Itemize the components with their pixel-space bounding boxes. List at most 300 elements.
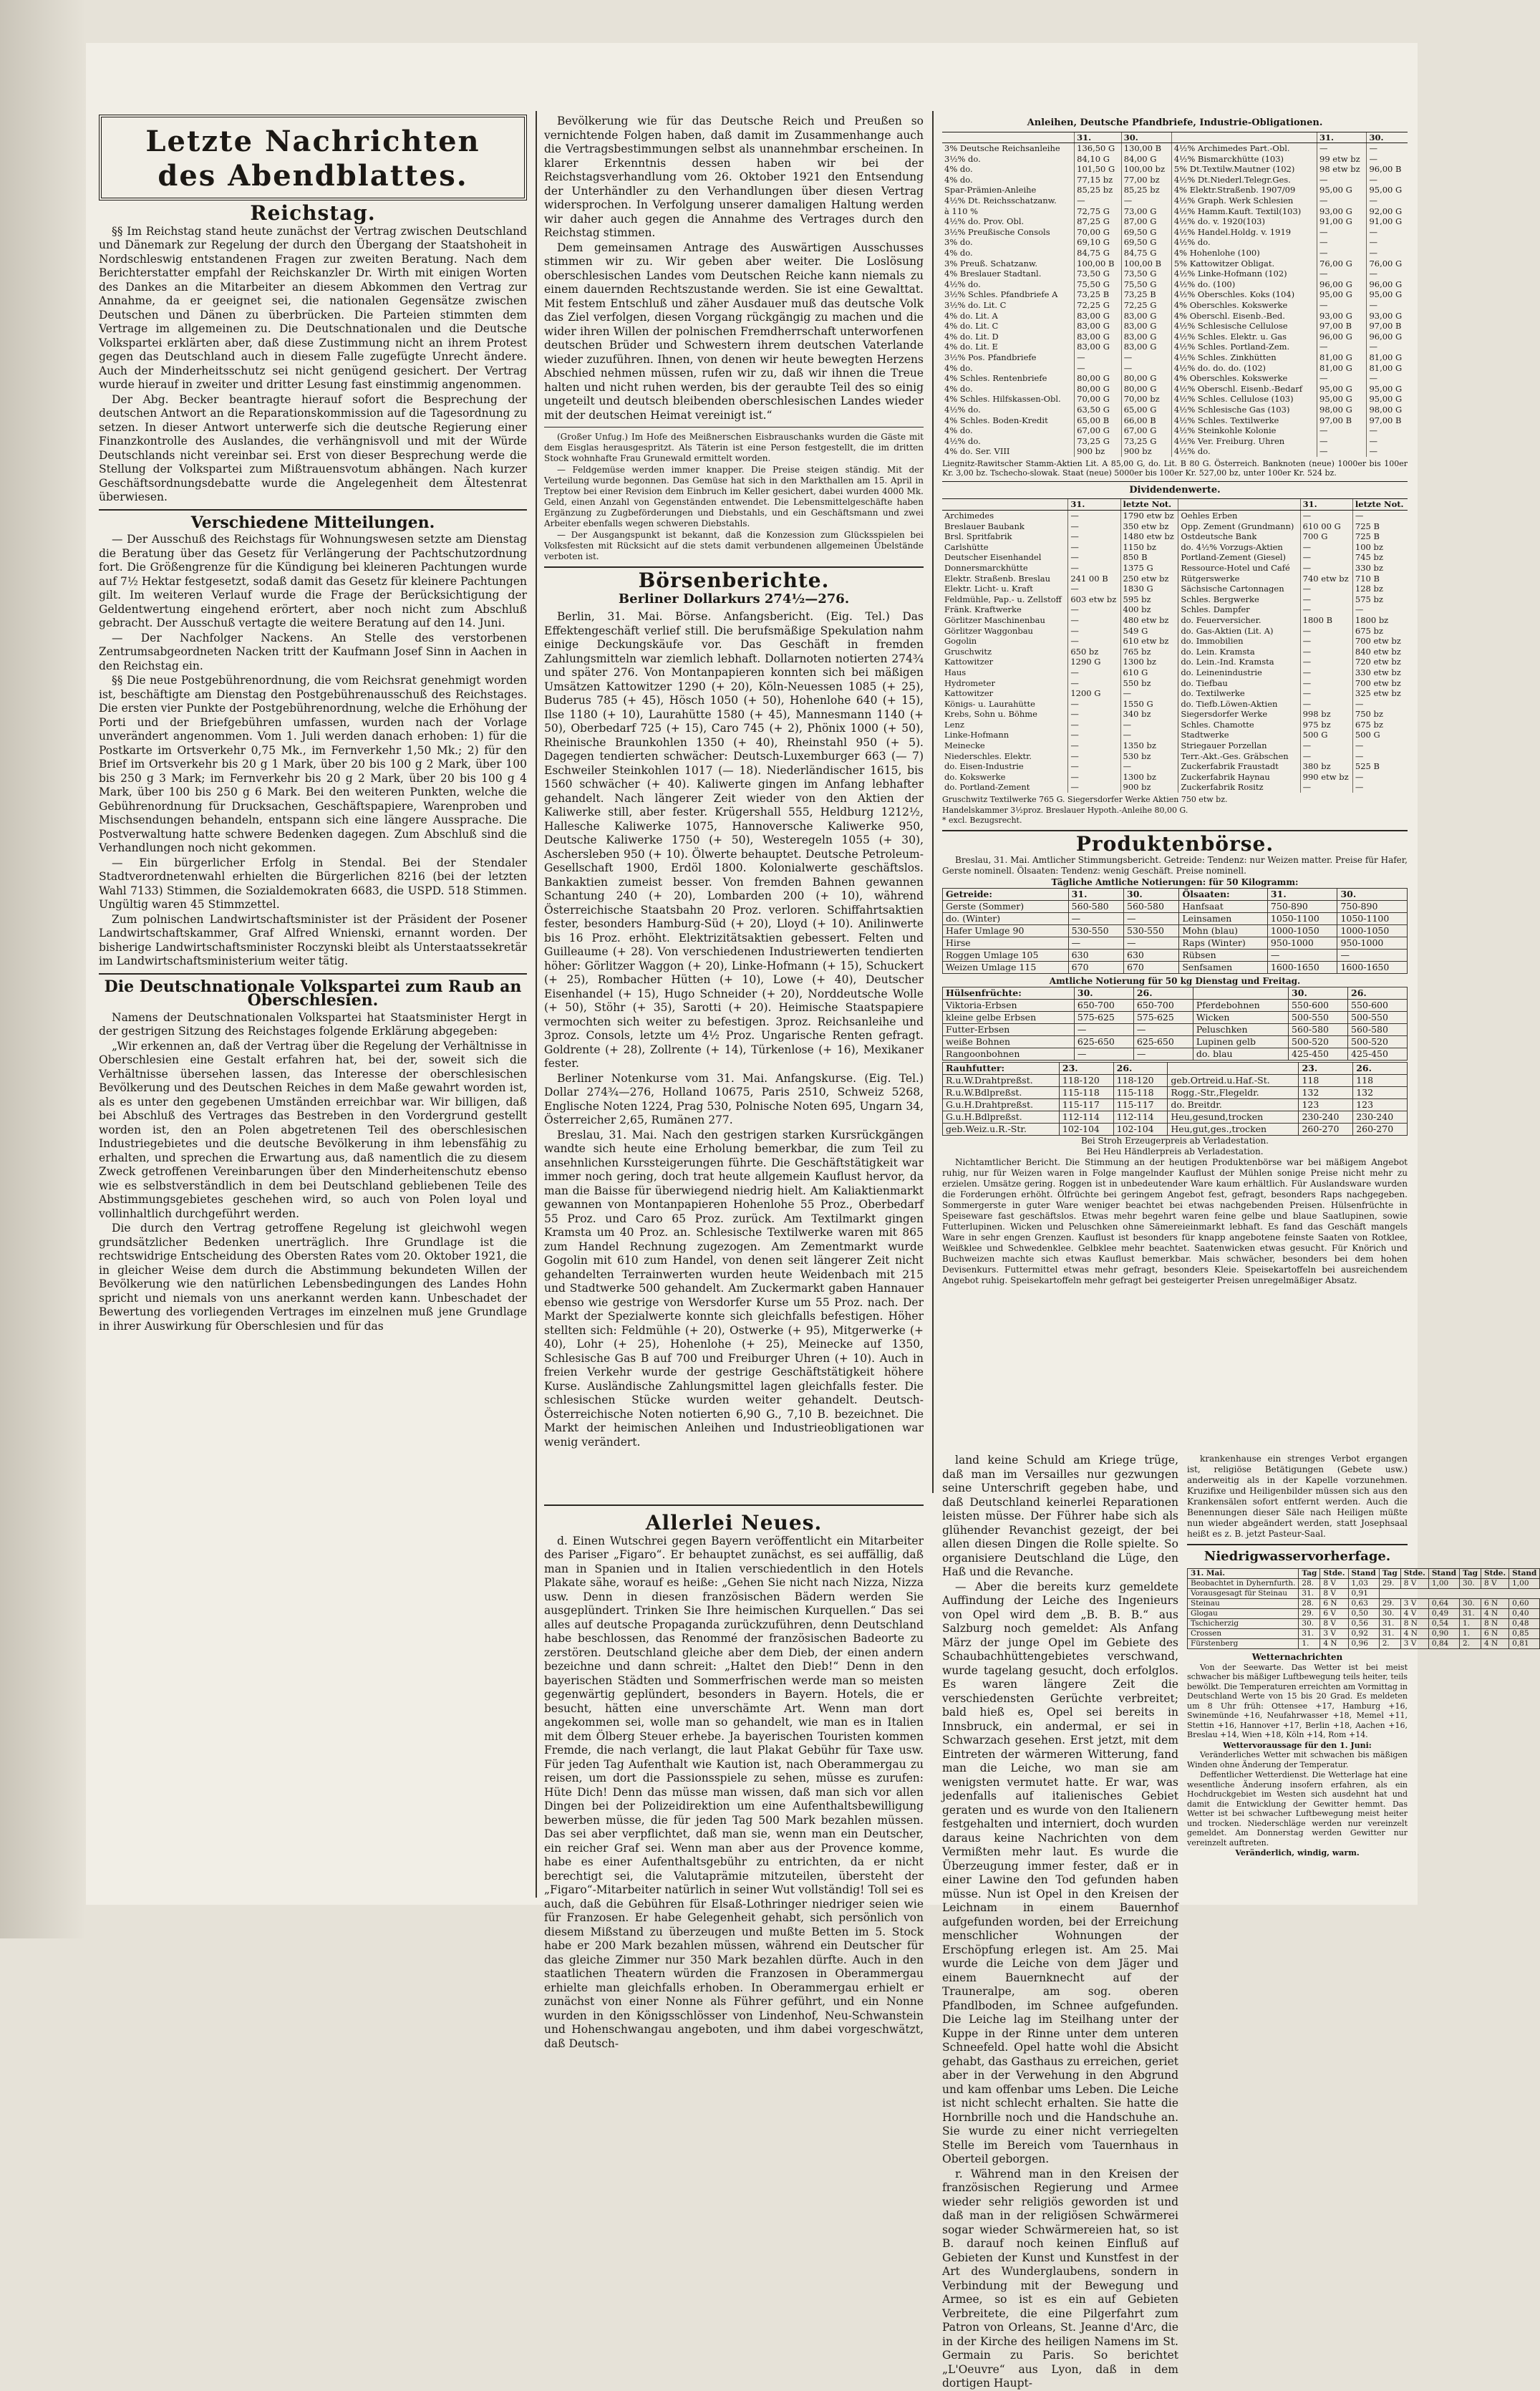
anleihen-cell: 4½% Schlesische Cellulose bbox=[1171, 321, 1317, 332]
grain-cell: Roggen Umlage 105 bbox=[943, 950, 1069, 962]
dividend-cell: Breslauer Baubank bbox=[944, 521, 1025, 531]
dividend-cell: 745 bz bbox=[1352, 552, 1408, 563]
anleihen-cell: 4% Elektr.Straßenb. 1907/09 bbox=[1171, 185, 1317, 195]
feed-cell: G.u.H.Drahtpreßst. bbox=[943, 1099, 1060, 1111]
dividend-row bbox=[942, 604, 1408, 615]
dividend-cell: — bbox=[1120, 761, 1178, 772]
dividend-cell: 128 bz bbox=[1352, 584, 1408, 594]
dividend-cell: 549 G bbox=[1120, 626, 1178, 637]
dividend-row bbox=[942, 521, 1408, 532]
dividend-cell: 1150 bz bbox=[1120, 542, 1178, 553]
anleihen-cell: 4% do. Lit. C bbox=[944, 321, 999, 332]
legume-cell: Pferdebohnen bbox=[1193, 1000, 1288, 1012]
dividend-cell: — bbox=[1300, 667, 1352, 678]
water-cell: 3 V bbox=[1400, 1598, 1428, 1608]
anleihen-cell: — bbox=[1075, 363, 1122, 374]
anleihen-column-header bbox=[1171, 132, 1317, 143]
feed-column-header: 26. bbox=[1353, 1063, 1408, 1075]
dividend-cell: Terr.-Akt.-Ges. Gräbschen bbox=[1178, 751, 1300, 762]
legume-cell: Futter-Erbsen bbox=[943, 1024, 1075, 1036]
column-right bbox=[942, 115, 1408, 1446]
water-cell: 0,91 bbox=[1348, 1588, 1379, 1598]
dividend-cell: Rütgerswerke bbox=[1178, 574, 1300, 584]
header-line-2: des Abendblattes. bbox=[158, 159, 468, 193]
anleihen-cell: 80,00 G bbox=[1075, 384, 1122, 395]
dividend-cell: 1550 G bbox=[1120, 699, 1178, 710]
allerlei-left bbox=[99, 1561, 527, 1898]
feed-cell: 115-118 bbox=[1113, 1087, 1168, 1099]
allerlei-paragraph: r. Während man in den Kreisen der französischen Regierung und Armee wieder sehr religiös geworden ist und daß man in der religiösen Schwärmerei sogar wieder Schwärmereien hat, so ist B. darauf noch keinen Einfluß auf Gebieten der Kunst und Kunstfest in der Art des Wunderglaubens, sondern in Verbindung mit der Bewegung und Armee, so ist es ein auf Gebieten Verbreitete, die eine Pilgerfahrt zum Patron von Orleans, St. Jeanne d'Arc, die in der Kirche des heiligen Namens im St. Germain zu Paris. So berichtet „L'Oeuvre“ aus Lyon, daß in dem dortigen Haupt- bbox=[942, 2167, 1178, 2390]
dividend-cell: Hydrometer bbox=[944, 677, 995, 688]
allerlei-paragraph: krankenhause ein strenges Verbot ergangen ist, religiöse Betätigungen (Gebete usw.) anderweitig als in der Kapelle vorzunehmen. Kruzifixe und Heiligenbilder müssen sich aus den Krankensälen sofort entfernt werden. Auch die Benennungen dieser Säle nach Heiligen müßte nun wieder abgeändert werden, statt Josephsaal heißt es z. B. jetzt Pasteur-Saal. bbox=[1187, 1454, 1408, 1539]
anleihen-cell: 76,00 G bbox=[1367, 259, 1408, 269]
dividend-cell: — bbox=[1352, 740, 1408, 751]
feed-cell: Heu,gut,ges.,trocken bbox=[1168, 1124, 1299, 1136]
grain-cell: Leinsamen bbox=[1179, 913, 1268, 925]
dividend-cell: Oehles Erben bbox=[1178, 511, 1300, 521]
grain-row bbox=[943, 901, 1408, 913]
water-place: Tschicherzig bbox=[1188, 1618, 1299, 1628]
dividend-cell: 700 etw bz bbox=[1352, 636, 1408, 647]
grain-cell: 670 bbox=[1068, 962, 1123, 974]
anleihen-cell: 100,00 bz bbox=[1121, 164, 1171, 175]
water-cell: 4 N bbox=[1481, 1608, 1509, 1618]
local-note: — Der Ausgangspunkt ist bekannt, daß die Konzession zum Glücksspielen bei Volksfesten mit Rücksicht auf die stets damit verbundenen allgemeinen Übelstände verboten ist. bbox=[544, 530, 924, 561]
anleihen-cell: 97,00 B bbox=[1367, 321, 1408, 332]
anleihen-cell: 95,00 G bbox=[1317, 185, 1367, 195]
feed-cell: 118 bbox=[1299, 1075, 1353, 1087]
grain-cell: 560-580 bbox=[1068, 901, 1123, 913]
dividend-cell: 700 etw bz bbox=[1352, 678, 1408, 689]
grain-column-header: 31. bbox=[1068, 889, 1123, 901]
grain-cell: 950-1000 bbox=[1267, 937, 1337, 950]
dividend-cell: Elektr. Licht- u. Kraft bbox=[944, 584, 1033, 594]
dividend-cell: 1480 etw bz bbox=[1120, 531, 1178, 542]
grain-column-header: Getreide: bbox=[943, 889, 1069, 901]
anleihen-heading: Anleihen, Deutsche Pfandbriefe, Industrie-Obligationen. bbox=[942, 115, 1408, 132]
water-cell: 0,56 bbox=[1348, 1618, 1379, 1628]
anleihen-cell: 3½% Schles. Pfandbriefe A bbox=[944, 289, 1058, 300]
water-cell: 8 V bbox=[1400, 1578, 1428, 1588]
dividend-row bbox=[942, 626, 1408, 637]
water-cell: 6 N bbox=[1481, 1598, 1509, 1608]
dividend-table bbox=[942, 499, 1408, 793]
anleihen-cell: 4% Schles. Hilfskassen-Obl. bbox=[944, 394, 1061, 405]
dividend-cell: 840 etw bz bbox=[1352, 647, 1408, 657]
anleihen-row bbox=[942, 446, 1408, 457]
anleihen-cell: 4% do. bbox=[944, 248, 973, 259]
dividend-column-header bbox=[942, 499, 1068, 510]
anleihen-cell: 4½% Oberschles. Koks (104) bbox=[1171, 289, 1317, 300]
feed-table bbox=[942, 1062, 1408, 1136]
anleihen-cell: 83,00 G bbox=[1121, 321, 1171, 332]
grain-cell: Hanfsaat bbox=[1179, 901, 1268, 913]
dividend-cell: Niederschles. Elektr. bbox=[944, 750, 1032, 761]
water-cell: 3 V bbox=[1320, 1628, 1348, 1638]
water-cell: 0,64 bbox=[1428, 1598, 1459, 1608]
anleihen-cell: 81,00 G bbox=[1367, 363, 1408, 374]
dividend-cell: — bbox=[1068, 751, 1120, 762]
dividend-cell: — bbox=[1300, 647, 1352, 657]
feed-cell: 115-117 bbox=[1059, 1099, 1113, 1111]
anleihen-cell: — bbox=[1367, 425, 1408, 436]
dividend-cell: 500 G bbox=[1352, 730, 1408, 740]
anleihen-cell: 65,00 B bbox=[1075, 415, 1122, 426]
anleihen-cell: 84,00 G bbox=[1121, 154, 1171, 165]
anleihen-cell: 73,00 G bbox=[1121, 206, 1171, 217]
dividend-cell: — bbox=[1068, 709, 1120, 720]
grain-column-header: Ölsaaten: bbox=[1179, 889, 1268, 901]
anleihen-cell: 81,00 G bbox=[1367, 352, 1408, 363]
water-column-header: Stand bbox=[1428, 1568, 1459, 1578]
water-cell: 8 V bbox=[1320, 1578, 1348, 1588]
dividend-row bbox=[942, 511, 1408, 521]
dividend-cell: 740 etw bz bbox=[1300, 574, 1352, 584]
anleihen-cell: 4% do. bbox=[944, 174, 973, 185]
dividend-cell: Striegauer Porzellan bbox=[1178, 740, 1300, 751]
dollar-rate: Berliner Dollarkurs 274½—276. bbox=[618, 591, 850, 607]
water-cell: 30. bbox=[1299, 1618, 1320, 1628]
dividend-cell: — bbox=[1068, 511, 1120, 521]
dividend-cell: Elektr. Straßenb. Breslau bbox=[944, 573, 1051, 584]
water-cell: 1,00 bbox=[1428, 1578, 1459, 1588]
dividend-cell: Königs- u. Laurahütte bbox=[944, 698, 1035, 709]
water-cell: 0,81 bbox=[1509, 1638, 1540, 1648]
feed-cell: Rogg.-Str.,Flegeldr. bbox=[1168, 1087, 1299, 1099]
anleihen-cell: 4½% do. bbox=[1171, 237, 1317, 248]
feed-cell: geb.Ortreid.u.Haf.-St. bbox=[1168, 1075, 1299, 1087]
water-cell: 30. bbox=[1379, 1608, 1400, 1618]
water-column-header: Stand bbox=[1509, 1568, 1540, 1578]
anleihen-cell: 95,00 G bbox=[1367, 384, 1408, 395]
feed-column-header: 23. bbox=[1299, 1063, 1353, 1075]
legume-cell: 560-580 bbox=[1348, 1024, 1408, 1036]
water-column-header: Tag bbox=[1299, 1568, 1320, 1578]
anleihen-cell: 4½% Graph. Werk Schlesien bbox=[1171, 195, 1317, 206]
grain-cell: Raps (Winter) bbox=[1179, 937, 1268, 950]
dividend-row bbox=[942, 688, 1408, 699]
dividend-column-header: letzte Not. bbox=[1352, 499, 1408, 510]
dividend-cell: — bbox=[1300, 584, 1352, 594]
dividend-cell: 575 bz bbox=[1352, 594, 1408, 605]
legume-table bbox=[942, 987, 1408, 1061]
anleihen-cell: 96,00 G bbox=[1317, 332, 1367, 342]
water-cell: 0,40 bbox=[1509, 1608, 1540, 1618]
column-middle bbox=[544, 115, 924, 1497]
dividend-cell: 610 00 G bbox=[1300, 521, 1352, 532]
water-cell: 1,03 bbox=[1348, 1578, 1379, 1588]
boerse-heading: Börsenberichte. bbox=[638, 569, 830, 592]
anleihen-cell: 100,00 B bbox=[1075, 259, 1122, 269]
dividend-cell: — bbox=[1300, 657, 1352, 667]
dividend-cell: do. Feuerversicher. bbox=[1178, 615, 1300, 626]
dividend-row bbox=[942, 584, 1408, 594]
grain-cell: — bbox=[1068, 913, 1123, 925]
anleihen-cell: 4½% Dt. Reichsschatzanw. bbox=[944, 195, 1057, 206]
weather-summary: Veränderlich, windig, warm. bbox=[1235, 1848, 1360, 1858]
dividend-cell: — bbox=[1068, 636, 1120, 647]
dividend-row bbox=[942, 720, 1408, 730]
dnvp-paragraph: „Wir erkennen an, daß der Vertrag über die Regelung der Verhältnisse in Oberschlesien eine Gestalt erfahren hat, bei der, soweit sich die Verhältnisse übersehen lassen, das Interesse der oberschlesischen Bevölkerung und des Deutschen Reiches in dem Maße gewahrt worden ist, als es unter den gegebenen Umständen erreichbar war. Wir billigen, daß bei Abschluß des Vertrages das Bestreben in den Vordergrund gestellt worden ist, den an Polen abgetretenen Teil des oberschlesischen Industriegebietes und die deutsche Bevölkerung in ihm lebensfähig zu erhalten, und sprechen die Erwartung aus, daß namentlich die zu diesem Zweck getroffenen Vereinbarungen über den Minderheitenschutz ebenso wie es selbstverständlich in dem bei Deutschland gebliebenen Teile des Abstimmungsgebietes geschehen wird, so auch von Polen loyal und vollinhaltlich durchgeführt werden. bbox=[99, 1039, 527, 1220]
allerlei-middle bbox=[942, 1454, 1178, 2390]
water-forecast-row bbox=[1188, 1638, 1540, 1648]
anleihen-cell: Spar-Prämien-Anleihe bbox=[944, 185, 1037, 195]
dividend-cell: 595 bz bbox=[1120, 594, 1178, 605]
grain-cell: 1050-1100 bbox=[1267, 913, 1337, 925]
grain-cell: 950-1000 bbox=[1337, 937, 1408, 950]
dividend-cell: 350 etw bz bbox=[1120, 521, 1178, 532]
dividend-cell: Linke-Hofmann bbox=[944, 730, 1009, 740]
legume-column-header: 26. bbox=[1348, 987, 1408, 1000]
dividend-cell: Siegersdorfer Werke bbox=[1178, 709, 1300, 720]
legume-column-header: 30. bbox=[1074, 987, 1133, 1000]
anleihen-cell: 97,00 B bbox=[1317, 415, 1367, 426]
dividend-cell: — bbox=[1300, 699, 1352, 710]
dividend-cell: Ressource-Hotel und Café bbox=[1178, 563, 1300, 574]
dividend-note: * excl. Bezugsrecht. bbox=[942, 816, 1022, 826]
anleihen-cell: 4% do. Lit. A bbox=[944, 310, 998, 321]
grain-cell: 1600-1650 bbox=[1337, 962, 1408, 974]
dnvp-heading: Die Deutschnationale Volkspartei zum Raub an Oberschlesien. bbox=[104, 977, 522, 1010]
anleihen-cell: 83,00 G bbox=[1121, 342, 1171, 352]
anleihen-cell: 4½% do. bbox=[944, 404, 981, 415]
grain-cell: 1600-1650 bbox=[1267, 962, 1337, 974]
anleihen-cell: 77,00 bz bbox=[1121, 175, 1171, 185]
water-heading: Niedrigwasservorherfage. bbox=[1204, 1549, 1391, 1564]
anleihen-note: Liegnitz-Rawitscher Stamm-Aktien Lit. A 85,00 G, do. Lit. B 80 G. Österreich. Banknoten (neue) 1000er bis 100er Kr. 3,00 bz. Tschecho-slowak. Staat (neue) 5000er bis 100er Kr. 527,00 bz, unter 100er Kr. 524 bz. bbox=[942, 458, 1408, 478]
dividend-cell: do. Eisen-Industrie bbox=[944, 761, 1024, 772]
anleihen-cell: 95,00 G bbox=[1367, 394, 1408, 405]
dividend-row bbox=[942, 531, 1408, 542]
anleihen-cell: 93,00 G bbox=[1317, 206, 1367, 217]
dividend-cell: — bbox=[1068, 615, 1120, 626]
dividend-cell: do. Kokswerke bbox=[944, 771, 1006, 782]
anleihen-cell: 4½% do. v. 1920(103) bbox=[1171, 216, 1317, 227]
feed-cell: 102-104 bbox=[1059, 1124, 1113, 1136]
dividend-cell: — bbox=[1068, 761, 1120, 772]
local-note: (Großer Unfug.) Im Hofe des Meißnerschen Eisbrauschanks wurden die Gäste mit dem Eisglas herausgespritzt. Als Täterin ist eine Person festgestellt, die im dritten Stock wohnhafte Frau Grunewald ermittelt worden. bbox=[544, 432, 924, 463]
dividend-cell: — bbox=[1300, 563, 1352, 574]
dividend-cell: do. Tiefbau bbox=[1178, 678, 1300, 689]
anleihen-row bbox=[942, 175, 1408, 185]
anleihen-column-header bbox=[942, 132, 1075, 143]
dividend-cell: — bbox=[1352, 511, 1408, 521]
anleihen-cell: 96,00 G bbox=[1367, 332, 1408, 342]
anleihen-cell: 4½% Linke-Hofmann (102) bbox=[1171, 269, 1317, 279]
anleihen-cell: — bbox=[1367, 342, 1408, 352]
anleihen-row bbox=[942, 248, 1408, 259]
dividend-cell: — bbox=[1300, 688, 1352, 699]
dnvp-continued-paragraph: Dem gemeinsamen Antrage des Auswärtigen Ausschusses stimmen wir zu. Wir geben aber weiter. Die Loslösung oberschlesischen Landes vom Deutschen Reiche kann niemals zu einem dauernden Rechtszustande werden. Sie ist eine Gewalttat. Mit festem Entschluß und zäher Ausdauer muß das deutsche Volk das Ziel verfolgen, diesen Vorgang rückgängig zu machen und die wider ihren Willen der polnischen Fremdherrschaft unterworfenen deutschen Brüder und Schwestern ihrem deutschen Vaterlande wieder zuzuführen. Ihnen, von denen wir heute bewegten Herzens Abschied nehmen müssen, rufen wir zu, daß wir ihnen die Treue halten und nicht ruhen werden, bis der geraubte Teil des so einig ungeteilt und deutsch bleibenden oberschlesischen Landes wieder mit der deutschen Heimat vereinigt ist.“ bbox=[544, 241, 924, 422]
anleihen-cell: 4% Schles. Boden-Kredit bbox=[944, 415, 1048, 425]
dividend-cell: — bbox=[1300, 604, 1352, 615]
feed-cell: 115-118 bbox=[1059, 1087, 1113, 1099]
anleihen-cell: 4% Hohenlohe (100) bbox=[1171, 248, 1317, 259]
dividend-cell: — bbox=[1068, 626, 1120, 637]
water-cell: 0,49 bbox=[1428, 1608, 1459, 1618]
grain-row bbox=[943, 937, 1408, 950]
anleihen-cell: 4½% do. Prov. Obl. bbox=[944, 216, 1025, 227]
water-cell: 31. bbox=[1460, 1608, 1481, 1618]
water-place: Steinau bbox=[1188, 1598, 1299, 1608]
anleihen-row bbox=[942, 195, 1408, 206]
anleihen-cell: 4% Schles. Rentenbriefe bbox=[944, 373, 1047, 384]
anleihen-cell: 70,00 bz bbox=[1121, 394, 1171, 405]
anleihen-table bbox=[942, 132, 1408, 457]
anleihen-cell: 95,00 G bbox=[1317, 289, 1367, 300]
feed-column-header: 26. bbox=[1113, 1063, 1168, 1075]
legume-cell: 575-625 bbox=[1074, 1012, 1133, 1024]
feed-cell: G.u.H.Bdlpreßst. bbox=[943, 1111, 1060, 1124]
dividend-cell: Schles. Chamotte bbox=[1178, 720, 1300, 730]
misc-heading: Verschiedene Mitteilungen. bbox=[190, 513, 435, 532]
water-cell: 1. bbox=[1299, 1638, 1320, 1648]
anleihen-cell: 95,00 G bbox=[1367, 185, 1408, 195]
grain-row bbox=[943, 925, 1408, 937]
newspaper-page bbox=[86, 43, 1537, 2390]
column-rule-2 bbox=[932, 111, 934, 1493]
water-cell: 8 N bbox=[1400, 1618, 1428, 1628]
dividend-cell: 325 etw bz bbox=[1352, 688, 1408, 699]
legume-column-header: 30. bbox=[1289, 987, 1348, 1000]
header-line-1: Letzte Nachrichten bbox=[145, 125, 480, 158]
dividend-cell: 725 B bbox=[1352, 521, 1408, 532]
dividend-cell: 603 etw bz bbox=[1068, 594, 1120, 605]
anleihen-cell: 84,75 G bbox=[1121, 248, 1171, 259]
grain-cell: 750-890 bbox=[1337, 901, 1408, 913]
anleihen-cell: 4½% do. bbox=[944, 435, 981, 446]
anleihen-cell: 97,00 B bbox=[1367, 415, 1408, 426]
anleihen-cell: — bbox=[1121, 195, 1171, 206]
water-row-label: Beobachtet in Dyhernfurth. bbox=[1188, 1578, 1299, 1588]
dividend-cell: 1790 etw bz bbox=[1120, 511, 1178, 521]
water-cell: 6 N bbox=[1481, 1628, 1509, 1638]
anleihen-cell: 4½% Schles. Zinkhütten bbox=[1171, 352, 1317, 363]
boerse-paragraph: Berliner Notenkurse vom 31. Mai. Anfangskurse. (Eig. Tel.) Dollar 274¾—276, Holland 10675, Paris 2510, Schweiz 5268, Englische Noten 1224, Prag 530, Polnische Noten 695, Ungarn 34, Österreicher 2,65, Rumänen 277. bbox=[544, 1071, 924, 1126]
feed-cell: R.u.W.Bdlpreßst. bbox=[943, 1087, 1060, 1099]
anleihen-cell: 4½% Ver. Freiburg. Uhren bbox=[1171, 436, 1317, 447]
anleihen-row bbox=[942, 436, 1408, 447]
water-forecast-row bbox=[1188, 1598, 1540, 1608]
anleihen-cell: — bbox=[1367, 195, 1408, 206]
legume-cell: 560-580 bbox=[1289, 1024, 1348, 1036]
feed-column-header bbox=[1168, 1063, 1299, 1075]
column-rule-1 bbox=[536, 111, 537, 1898]
anleihen-cell: 65,00 G bbox=[1121, 405, 1171, 415]
anleihen-cell: 93,00 G bbox=[1317, 311, 1367, 322]
anleihen-cell: — bbox=[1367, 237, 1408, 248]
anleihen-cell: 96,00 B bbox=[1367, 164, 1408, 175]
dividend-cell: Feldmühle, Pap.- u. Zellstoff bbox=[944, 594, 1062, 604]
dividend-cell: 500 G bbox=[1300, 730, 1352, 740]
anleihen-cell: — bbox=[1317, 175, 1367, 185]
dividend-cell: Zuckerfabrik Haynau bbox=[1178, 772, 1300, 783]
anleihen-cell: 4½% Hamm.Kauft. Textil(103) bbox=[1171, 206, 1317, 217]
produkten-report: Nichtamtlicher Bericht. Die Stimmung an der heutigen Produktenbörse war bei mäßigem Angebot ruhig, nur für Weizen waren in Folge mangelnder Kauflust der Mühlen sonige Preise nicht mehr zu erzielen. Umsätze gering. Roggen ist in unbedeutender Ware kaum erhältlich. Für Auslandsware wurden die Forderungen erhöht. Ölfrüchte bei geringem Angebot fest, gefragt, besonders Raps nachgegeben. Sommergerste in guter Ware weniger beachtet bei etwas nachgebenden Preisen. Hülsenfrüchte in Speiseware fast geschäftslos. Etwas mehr begehrt waren feine gelbe und blaue Saatlupinen, sowie Futterlupinen. Wicken und Peluschken ohne Sämereieinmarkt lebhaft. Es fand das Geschäft mangels Ware in sehr engen Grenzen. Kauflust ist besonders für knapp angebotene feinste Saaten von Rotklee, Weißklee und Schwedenklee. Gelbklee mehr beachtet. Saatenwicken etwas gesucht. Für Knörich und Buchweizen machte sich etwas Kauflust bemerkbar. Mais schwächer, besonders bei dem hohen Devisenkurs. Futtermittel etwas mehr gefragt, besonders Kleie. Speisekartoffeln bei ausreichendem Angebot ruhig. Speisekartoffeln mehr gefragt bei gesteigerter Preisen unregelmäßiger Absatz. bbox=[942, 1157, 1408, 1286]
water-cell: 2. bbox=[1379, 1638, 1400, 1648]
anleihen-cell: — bbox=[1367, 143, 1408, 154]
legume-cell: Wicken bbox=[1193, 1012, 1288, 1024]
anleihen-cell: 66,00 B bbox=[1121, 415, 1171, 426]
anleihen-cell: 136,50 G bbox=[1075, 143, 1122, 154]
water-observed-row bbox=[1188, 1578, 1540, 1588]
water-cell: 0,60 bbox=[1509, 1598, 1540, 1608]
water-cell: 6 V bbox=[1320, 1608, 1348, 1618]
anleihen-cell: — bbox=[1317, 373, 1367, 384]
water-cell: 29. bbox=[1379, 1578, 1400, 1588]
legume-column-header: 26. bbox=[1133, 987, 1193, 1000]
dividend-cell: Zuckerfabrik Rositz bbox=[1178, 782, 1300, 793]
dividend-cell: do. 4½% Vorzugs-Aktien bbox=[1178, 542, 1300, 553]
dividend-row bbox=[942, 709, 1408, 720]
weather-heading: Wetternachrichten bbox=[1251, 1651, 1343, 1662]
dividend-cell: 1375 G bbox=[1120, 563, 1178, 574]
water-cell: 0,50 bbox=[1348, 1608, 1379, 1618]
dividend-cell: 725 B bbox=[1352, 531, 1408, 542]
anleihen-cell: 96,00 G bbox=[1317, 279, 1367, 290]
anleihen-cell: 3½% do. Lit. C bbox=[944, 300, 1007, 310]
boerse-paragraph: Berlin, 31. Mai. Börse. Anfangsbericht. (Eig. Tel.) Das Effektengeschäft verlief still. Die berufsmäßige Spekulation nahm einige Deckungskäufe vor. Das Geschäft in fremden Zahlungsmitteln war ziemlich lebhaft. Dollarnoten notierten 274¾ und später 276. Von Montanpapieren konnten sich bei mäßigen Umsätzen Kattowitzer 1290 (+ 20), Köln-Neuessen 1085 (+ 25), Buderus 785 (+ 45), Hösch 1050 (+ 50), Hohenlohe 640 (+ 15), Ilse 1180 (+ 10), Laurahütte 1580 (+ 45), Mannesmann 1140 (+ 50), Oberbedarf 725 (+ 15), Caro 745 (+ 2), Phönix 1000 (+ 50), Rheinische Braunkohlen 1350 (+ 40), Rheinstahl 950 (+ 5). Dagegen tendierten schwächer: Deutsch-Luxemburger 663 (— 7) Eschweiler Steinkohlen 1017 (— 18). Niederländischer 1615, bis 1560 schwächer (+ 40). Kaliwerte gingen im Anfang lebhafter gehandelt. Nach längerer Zeit wieder von den Aktien der Kaliwerke still, aber fester. Krügershall 555, Heldburg 1212½, Hallesche Kaliwerke 1075, Hannoversche Kaliwerke 950, Deutsche Kaliwerke 1750 (+ 50), Westeregeln 1055 (+ 30), Aschersleben 950 (+ 10). Ölwerte behauptet. Deutsche Petroleum-Gesellschaft 1900, Erdöl 1800. Kolonialwerte geschäftslos. Bankaktien zumeist besser. Von fremden Bahnen gewannen Schantung 240 (+ 20), Lombarden 200 (+ 10), während Österreichische Staatsbahn 20 Proz. verloren. Schiffahrtsaktien fester, besonders Hamburg-Süd (+ 20), Lloyd (+ 10). Anilinwerte bis 16 Proz. erhöht. Elektrizitätsaktien gebessert. Felten und Guilleaume (+ 28). Von verschiedenen Industriewerten tendierten höher: Görlitzer Waggon (+ 20), Linke-Hofmann (+ 15), Schuckert (+ 25), Rombacher Hütten (+ 10), Lowe (+ 40), Deutscher Eisenhandel (+ 15), Hugo Schneider (+ 20), Norddeutsche Wolle (+ 50), Stöhr (+ 35), Sarotti (+ 20). Heimische Staatspapiere vermochten sich weiter zu befestigen. 3proz. Reichsanleihe und 3proz. Consols, letzte um 4½ Proz. Ungarische Renten gefragt. Goldrente (+ 28), Zollrente (+ 14), Türkenlose (+ 16), Mexikaner fester. bbox=[544, 610, 924, 1070]
anleihen-cell: 3½% do. bbox=[944, 153, 981, 164]
anleihen-cell: 4% do. Lit. D bbox=[944, 331, 999, 342]
anleihen-cell: — bbox=[1367, 373, 1408, 384]
anleihen-cell: 80,00 G bbox=[1121, 373, 1171, 384]
water-cell: 0,84 bbox=[1428, 1638, 1459, 1648]
anleihen-cell: 3% do. bbox=[944, 237, 973, 248]
anleihen-cell: — bbox=[1367, 269, 1408, 279]
grain-row bbox=[943, 962, 1408, 974]
dividend-note: Handelskammer 3½proz. Breslauer Hypoth.-Anleihe 80,00 G. bbox=[942, 805, 1188, 815]
feed-row bbox=[943, 1111, 1408, 1124]
anleihen-cell: — bbox=[1317, 237, 1367, 248]
anleihen-cell: 4½% Dt.Niederl.Telegr.Ges. bbox=[1171, 175, 1317, 185]
page-binding-edge bbox=[0, 0, 86, 1938]
dividend-cell: 990 etw bz bbox=[1300, 772, 1352, 783]
anleihen-cell: 80,00 G bbox=[1121, 384, 1171, 395]
grain-cell: 530-550 bbox=[1068, 925, 1123, 937]
water-cell: 8 V bbox=[1320, 1588, 1348, 1598]
dividend-cell: 550 bz bbox=[1120, 678, 1178, 689]
divider bbox=[942, 830, 1408, 831]
dividend-cell: Donnersmarckhütte bbox=[944, 562, 1028, 573]
anleihen-row bbox=[942, 143, 1408, 154]
dividend-cell: Archimedes bbox=[944, 511, 994, 521]
feed-note: Bei Heu Händlerpreis ab Verladestation. bbox=[1086, 1146, 1264, 1157]
feed-cell: 118-120 bbox=[1113, 1075, 1168, 1087]
legume-cell: — bbox=[1133, 1024, 1193, 1036]
water-column-header: Stde. bbox=[1481, 1568, 1509, 1578]
dividend-cell: 850 B bbox=[1120, 552, 1178, 563]
dividend-cell: 330 etw bz bbox=[1352, 667, 1408, 678]
dividend-cell: 1800 bz bbox=[1352, 615, 1408, 626]
dividend-cell: Kattowitzer bbox=[944, 657, 994, 667]
dividend-cell: — bbox=[1300, 552, 1352, 563]
dnvp-continued-paragraph: Bevölkerung wie für das Deutsche Reich und Preußen so vernichtende Folgen haben, daß damit im Zusammenhange auch die Vertragsbestimmungen selbst als unannehmbar erscheinen. In klarer Erkenntnis dessen haben wir bei der Reichstagsverhandlung vom 26. Oktober 1921 den Entsendung der Unterhändler zu den Verhandlungen über diesen Vertrag widersprochen. In Verfolgung unserer damaligen Haltung werden wir daher auch gegen die Annahme des Vertrages durch den Reichstag stimmen. bbox=[544, 115, 924, 239]
anleihen-cell: — bbox=[1367, 154, 1408, 165]
misc-paragraph: Zum polnischen Landwirtschaftsminister ist der Präsident der Posener Landwirtschaftskammer, Graf Alfred Wnienski, ernannt worden. Der bisherige Landwirtschaftsminister Roczynski bleibt als Unterstaatssekretär im Landwirtschaftsministerium weiter tätig. bbox=[99, 912, 527, 967]
dividend-cell: Fränk. Kraftwerke bbox=[944, 604, 1022, 615]
boerse-paragraph: Breslau, 31. Mai. Nach den gestrigen starken Kursrückgängen wandte sich heute eine Erholung bemerkbar, die zum Teil zu ansehnlichen Kurssteigerungen führte. Die Geschäftstätigkeit war immer noch gering, doch trat heute allgemein Kauflust hervor, da man die Baisse für überwiegend niedrig hielt. Am Kaliaktienmarkt gewannen von Montanpapieren Hohenlohe 55 Proz., Oberbedarf 55 Proz. und Caro 65 Proz. zurück. Am Textilmarkt gingen Kramsta um 40 Proz. an. Schlesische Textilwerke waren mit 865 zum Handel Rechnung zugezogen. Am Zementmarkt wurde Gogolin mit 610 zum Handel, von denen seit längerer Zeit nicht gehandelten Terrainwerten wurden heute Weidenbach mit 215 und Stadtwerke 500 gehandelt. Am Zuckermarkt gaben Hannauer ebenso wie gestrige von Wersdorfer Kurse um 55 Proz. nach. Der Markt der Spezialwerte konnte sich gleichfalls befestigen. Höher stellten sich: Feldmühle (+ 20), Ostwerke (+ 95), Mitgerwerke (+ 40), Lohr (+ 25), Hohenlohe (+ 25), Meinecke auf 1350, Schlesische Gas B auf 700 und Freiburger Uhren (+ 10). Auch in freien Verkehr wurde der gestrige Geschäftstätigkeit höhere Kurse. Ausländische Zahlungsmittel lagen gleichfalls fester. Die schlesischen Stücke wurden weiter gehandelt. Deutsch-Österreichische Noten notierten 6,90 G., 7,10 B. bezeichnet. Die Markt der heimischen Anleihen und Industrieobligationen war wenig verändert. bbox=[544, 1128, 924, 1449]
water-cell: 1,00 bbox=[1509, 1578, 1540, 1588]
water-cell: 4 V bbox=[1400, 1608, 1428, 1618]
evening-edition-header-box bbox=[99, 115, 527, 201]
dividend-cell: do. Tiefb.Löwen-Aktien bbox=[1178, 699, 1300, 710]
dividend-cell: — bbox=[1068, 604, 1120, 615]
legume-cell: — bbox=[1133, 1048, 1193, 1061]
produkten-heading: Produktenbörse. bbox=[1075, 831, 1274, 856]
feed-cell: 230-240 bbox=[1353, 1111, 1408, 1124]
anleihen-cell: 73,25 B bbox=[1121, 289, 1171, 300]
